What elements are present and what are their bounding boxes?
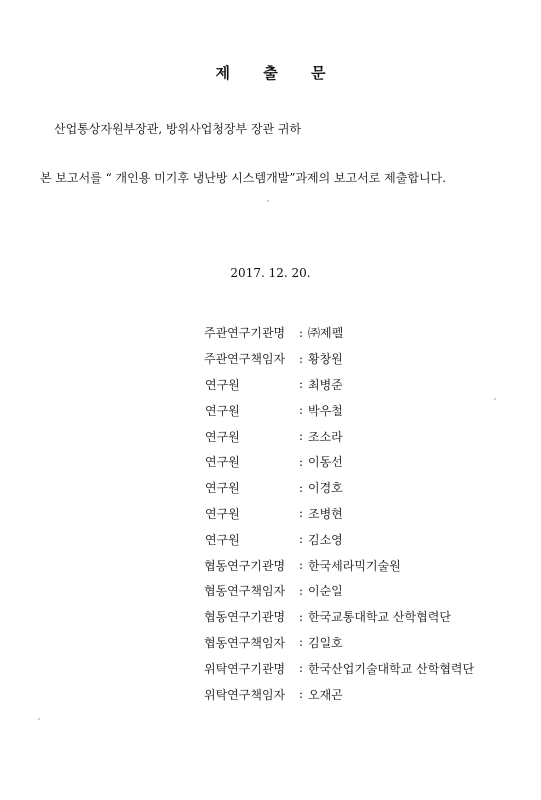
submission-statement: 본 보고서를 “ 개인용 미기후 냉난방 시스템개발”과제의 보고서로 제출합니다. [40,171,446,185]
roster-name: 조병현 [308,506,343,521]
roster-colon: : [298,454,304,469]
roster-name: 박우철 [308,403,343,418]
roster-row [204,552,474,578]
roster-name: 최병준 [308,377,343,392]
roster-role: 위탁연구책임자 [204,687,286,702]
roster-name: 이순일 [308,584,343,599]
roster-name: 이동선 [308,455,343,470]
roster-role: 주관연구책임자 [204,352,286,367]
roster-role: 연구원 [205,506,240,521]
roster-colon: : [298,429,304,444]
roster-role: 협동연구책임자 [204,635,286,650]
scan-speck [38,718,40,720]
submission-date: 2017. 12. 20. [230,266,311,280]
roster-name: 황창원 [308,352,343,367]
roster-row [204,397,474,423]
roster-name: 김소영 [308,532,343,547]
addressee-line: 산업통상자원부장관, 방위사업청장부 장관 귀하 [54,122,302,136]
roster-role: 연구원 [205,377,240,392]
roster-role: 협동연구책임자 [204,584,286,599]
roster-colon: : [298,661,304,676]
roster-name: 한국산업기술대학교 산학협력단 [308,661,475,676]
roster-row [204,578,474,604]
roster-colon: : [298,325,304,340]
roster-name: 이경호 [308,481,343,496]
roster-row [204,475,474,501]
roster-row [204,655,474,681]
roster-role: 주관연구기관명 [204,326,286,341]
roster-role: 협동연구기관명 [204,610,286,625]
roster-row [204,449,474,475]
roster-name: ㈜제펠 [308,326,344,341]
roster-colon: : [298,403,304,418]
roster-role: 연구원 [205,532,240,547]
scan-speck [494,398,496,400]
roster-role: 연구원 [205,481,240,496]
roster-colon: : [298,506,304,521]
scan-speck [267,200,269,202]
personnel-roster [204,320,474,707]
roster-row [204,346,474,372]
document-title: 제 출 문 [215,64,340,82]
roster-colon: : [298,558,304,573]
roster-role: 연구원 [205,455,240,470]
roster-row [204,604,474,630]
roster-row [204,630,474,656]
roster-name: 김일호 [308,635,343,650]
roster-role: 연구원 [205,403,240,418]
roster-colon: : [298,480,304,495]
roster-row [204,501,474,527]
roster-colon: : [298,532,304,547]
roster-name: 오재곤 [308,687,343,702]
roster-colon: : [298,377,304,392]
roster-row [204,320,474,346]
roster-row [204,526,474,552]
roster-colon: : [298,609,304,624]
roster-role: 협동연구기관명 [204,558,286,573]
roster-role: 연구원 [205,429,240,444]
roster-name: 한국교통대학교 산학협력단 [308,610,451,625]
roster-colon: : [298,583,304,598]
roster-name: 한국세라믹기술원 [308,558,401,573]
roster-name: 조소라 [308,429,343,444]
roster-role: 위탁연구기관명 [204,661,286,676]
roster-row [204,372,474,398]
roster-colon: : [298,351,304,366]
roster-colon: : [298,687,304,702]
roster-row [204,681,474,707]
roster-row [204,423,474,449]
roster-colon: : [298,635,304,650]
